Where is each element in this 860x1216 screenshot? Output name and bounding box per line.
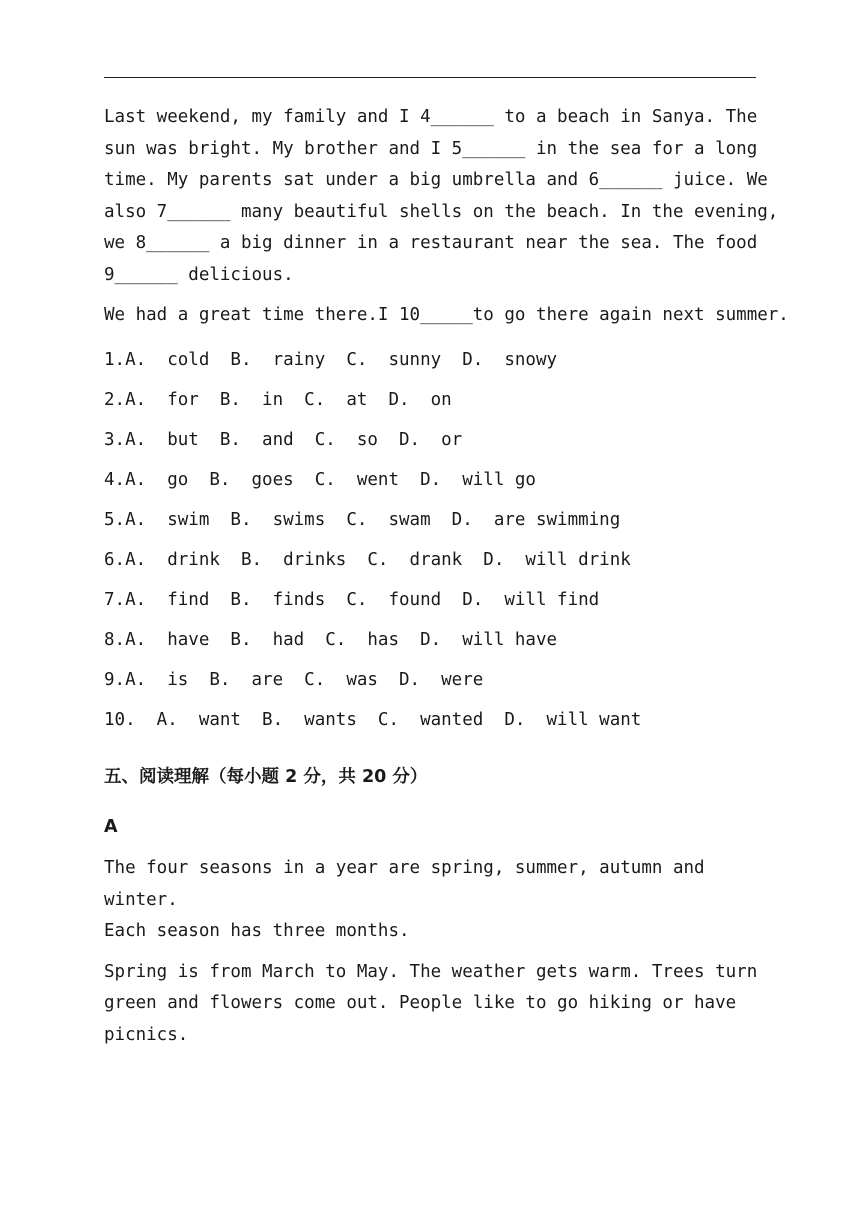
reading-paragraph-1: The four seasons in a year are spring, summer, autumn and winter. Each season has three months.: [104, 858, 705, 942]
option-line-2: 2.A. for B. in C. at D. on: [104, 389, 452, 410]
option-line-10: 10. A. want B. wants C. wanted D. will want: [104, 710, 642, 731]
option-line-7: 7.A. find B. finds C. found D. will find: [104, 590, 600, 611]
option-line-3: 3.A. but B. and C. so D. or: [104, 429, 463, 450]
option-line-5: 5.A. swim B. swims C. swam D. are swimming: [104, 509, 621, 530]
option-line-6: 6.A. drink B. drinks C. drank D. will drink: [104, 549, 631, 570]
header-rule: [104, 77, 756, 78]
page-content: [104, 102, 789, 1051]
section-title: 五、阅读理解（每小题 2 分，共 20 分）: [104, 767, 428, 788]
cloze-paragraph-1: Last weekend, my family and I 4______ to a beach in Sanya. The sun was bright. My brother and I 5______ in the sea for a long time. My parents sat under a big umbrella and 6______ juice. We also 7______ many beautiful shells on the beach. In the evening, we 8______ a big dinner in a restaurant near the sea. The food 9______ delicious.: [104, 107, 779, 285]
option-line-1: 1.A. cold B. rainy C. sunny D. snowy: [104, 349, 558, 370]
cloze-options: [104, 340, 784, 741]
option-line-9: 9.A. is B. are C. was D. were: [104, 670, 484, 691]
option-line-4: 4.A. go B. goes C. went D. will go: [104, 469, 536, 490]
cloze-paragraph-2: We had a great time there.I 10_____to go there again next summer.: [104, 305, 789, 325]
part-label: A: [104, 817, 118, 838]
reading-paragraph-2: Spring is from March to May. The weather gets warm. Trees turn green and flowers come out. People like to go hiking or have picnics.: [104, 961, 758, 1045]
option-line-8: 8.A. have B. had C. has D. will have: [104, 630, 558, 651]
